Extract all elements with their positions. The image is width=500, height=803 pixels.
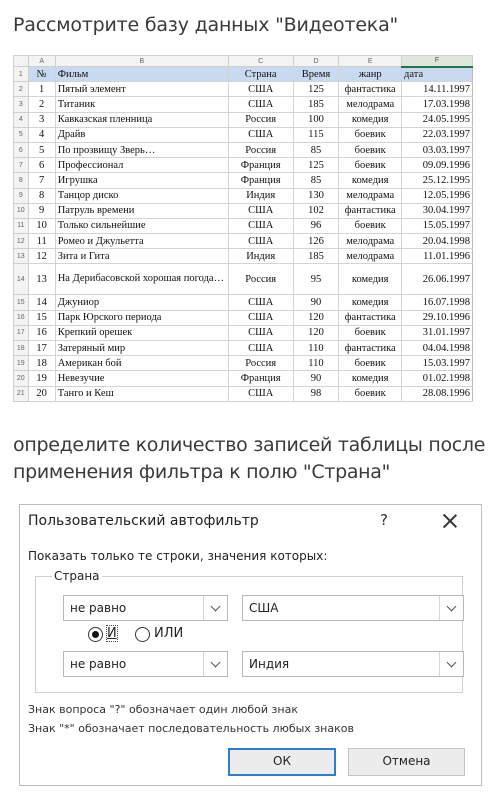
column-letter-row bbox=[14, 56, 473, 67]
table-row bbox=[14, 371, 473, 386]
table-cell[interactable]: 25.12.1995 bbox=[402, 173, 473, 188]
column-letter-header[interactable]: C bbox=[228, 56, 293, 67]
table-header-row bbox=[14, 67, 473, 82]
row-number[interactable]: 9 bbox=[14, 188, 29, 203]
table-cell[interactable]: 185 bbox=[293, 97, 339, 112]
table-cell[interactable]: Титаник bbox=[55, 97, 228, 112]
table-cell[interactable]: 96 bbox=[293, 218, 339, 233]
table-cell[interactable]: Профессионал bbox=[55, 158, 228, 173]
table-cell[interactable]: США bbox=[228, 325, 293, 340]
table-cell[interactable]: 15 bbox=[28, 310, 55, 325]
table-cell[interactable]: 12 bbox=[28, 249, 55, 264]
column-header-cell[interactable]: Фильм bbox=[55, 67, 228, 82]
chevron-down-icon bbox=[439, 596, 463, 620]
radio-unselected-icon bbox=[135, 627, 150, 642]
table-cell[interactable]: боевик bbox=[339, 158, 402, 173]
table-cell[interactable]: 5 bbox=[28, 142, 55, 157]
table-cell[interactable]: Франция bbox=[228, 173, 293, 188]
row-number[interactable]: 6 bbox=[14, 142, 29, 157]
table-cell[interactable]: Невезучие bbox=[55, 371, 228, 386]
table-cell[interactable]: США bbox=[228, 218, 293, 233]
table-cell[interactable]: Россия bbox=[228, 142, 293, 157]
value-1-select[interactable] bbox=[242, 595, 464, 621]
table-cell[interactable]: США bbox=[228, 386, 293, 401]
table-cell[interactable]: Патруль времени bbox=[55, 203, 228, 218]
table-cell[interactable]: мелодрама bbox=[339, 97, 402, 112]
table-cell[interactable]: 125 bbox=[293, 82, 339, 97]
table-cell[interactable]: 126 bbox=[293, 234, 339, 249]
radio-selected-icon bbox=[88, 627, 103, 642]
table-cell[interactable]: 20.04.1998 bbox=[402, 234, 473, 249]
column-letter-header[interactable]: B bbox=[55, 56, 228, 67]
table-cell[interactable]: комедия bbox=[339, 371, 402, 386]
row-number[interactable]: 3 bbox=[14, 97, 29, 112]
column-header-cell[interactable]: Время bbox=[293, 67, 339, 82]
table-cell[interactable]: 9 bbox=[28, 203, 55, 218]
table-cell[interactable]: 15.05.1997 bbox=[402, 218, 473, 233]
table-cell[interactable]: 90 bbox=[293, 371, 339, 386]
column-header-cell[interactable]: дата bbox=[402, 67, 473, 82]
table-row bbox=[14, 234, 473, 249]
chevron-down-icon bbox=[439, 652, 463, 676]
table-cell[interactable]: На Дерибасовской хорошая погода… bbox=[55, 264, 228, 295]
table-cell[interactable]: мелодрама bbox=[339, 234, 402, 249]
table-cell[interactable]: комедия bbox=[339, 112, 402, 127]
corner-cell[interactable] bbox=[14, 56, 29, 67]
table-cell[interactable]: комедия bbox=[339, 295, 402, 310]
dialog-prompt: Показать только те строки, значения которых: bbox=[28, 549, 328, 563]
row-number[interactable]: 1 bbox=[14, 67, 29, 82]
field-label: Страна bbox=[54, 569, 100, 583]
row-number[interactable]: 15 bbox=[14, 295, 29, 310]
row-number[interactable]: 18 bbox=[14, 341, 29, 356]
wildcard-note-question: Знак вопроса "?" обозначает один любой знак bbox=[28, 703, 298, 716]
table-cell[interactable]: США bbox=[228, 203, 293, 218]
table-cell[interactable]: 102 bbox=[293, 203, 339, 218]
table-cell[interactable]: 1 bbox=[28, 82, 55, 97]
row-number[interactable]: 4 bbox=[14, 112, 29, 127]
table-cell[interactable]: США bbox=[228, 341, 293, 356]
table-row bbox=[14, 356, 473, 371]
custom-autofilter-dialog bbox=[19, 504, 482, 786]
table-row bbox=[14, 82, 473, 97]
table-cell[interactable]: 13 bbox=[28, 264, 55, 295]
and-radio[interactable] bbox=[88, 626, 130, 644]
row-number[interactable]: 7 bbox=[14, 158, 29, 173]
table-cell[interactable]: 2 bbox=[28, 97, 55, 112]
table-cell[interactable]: 110 bbox=[293, 341, 339, 356]
row-number[interactable]: 20 bbox=[14, 371, 29, 386]
table-cell[interactable]: Джуниор bbox=[55, 295, 228, 310]
operator-1-select[interactable] bbox=[63, 595, 228, 621]
table-row bbox=[14, 188, 473, 203]
table-cell[interactable]: фантастика bbox=[339, 341, 402, 356]
table-cell[interactable]: Ромео и Джульетта bbox=[55, 234, 228, 249]
table-cell[interactable]: 09.09.1996 bbox=[402, 158, 473, 173]
row-number[interactable]: 17 bbox=[14, 325, 29, 340]
table-cell[interactable]: Россия bbox=[228, 112, 293, 127]
table-cell[interactable]: 125 bbox=[293, 158, 339, 173]
table-cell[interactable]: Драйв bbox=[55, 127, 228, 142]
table-cell[interactable]: 95 bbox=[293, 264, 339, 295]
or-radio-label: ИЛИ bbox=[154, 626, 184, 641]
table-cell[interactable]: 24.05.1995 bbox=[402, 112, 473, 127]
table-cell[interactable]: Россия bbox=[228, 356, 293, 371]
table-cell[interactable]: 30.04.1997 bbox=[402, 203, 473, 218]
table-row bbox=[14, 295, 473, 310]
table-cell[interactable]: мелодрама bbox=[339, 249, 402, 264]
operator-2-value: не равно bbox=[70, 657, 127, 671]
table-cell[interactable]: США bbox=[228, 97, 293, 112]
table-row bbox=[14, 341, 473, 356]
table-cell[interactable]: 185 bbox=[293, 249, 339, 264]
row-number[interactable]: 21 bbox=[14, 386, 29, 401]
table-cell[interactable]: По прозвищу Зверь… bbox=[55, 142, 228, 157]
table-cell[interactable]: Франция bbox=[228, 158, 293, 173]
dialog-title: Пользовательский автофильтр bbox=[28, 513, 259, 529]
row-number[interactable]: 2 bbox=[14, 82, 29, 97]
table-cell[interactable]: боевик bbox=[339, 356, 402, 371]
table-cell[interactable]: 7 bbox=[28, 173, 55, 188]
cancel-button[interactable]: Отмена bbox=[348, 748, 465, 776]
table-cell[interactable]: 6 bbox=[28, 158, 55, 173]
table-cell[interactable]: Танго и Кеш bbox=[55, 386, 228, 401]
table-cell[interactable]: 31.01.1997 bbox=[402, 325, 473, 340]
row-number[interactable]: 16 bbox=[14, 310, 29, 325]
table-row bbox=[14, 218, 473, 233]
table-cell[interactable]: 120 bbox=[293, 310, 339, 325]
table-cell[interactable]: Американ бой bbox=[55, 356, 228, 371]
table-cell[interactable]: 20 bbox=[28, 386, 55, 401]
table-cell[interactable]: Затеряный мир bbox=[55, 341, 228, 356]
table-row bbox=[14, 325, 473, 340]
table-cell[interactable]: 85 bbox=[293, 142, 339, 157]
table-cell[interactable]: 11 bbox=[28, 234, 55, 249]
table-cell[interactable]: 16 bbox=[28, 325, 55, 340]
table-cell[interactable]: боевик bbox=[339, 325, 402, 340]
table-cell[interactable]: 18 bbox=[28, 356, 55, 371]
row-number[interactable]: 14 bbox=[14, 264, 29, 295]
chevron-down-icon bbox=[203, 596, 227, 620]
table-cell[interactable]: Индия bbox=[228, 188, 293, 203]
wildcard-note-asterisk: Знак "*" обозначает последовательность любых знаков bbox=[28, 722, 354, 735]
question-text: определите количество записей таблицы после применения фильтра к полю "Страна" bbox=[13, 434, 486, 483]
table-cell[interactable]: 17.03.1998 bbox=[402, 97, 473, 112]
table-row bbox=[14, 203, 473, 218]
or-radio[interactable] bbox=[135, 626, 200, 644]
and-radio-label: И bbox=[107, 626, 117, 641]
table-cell[interactable]: 100 bbox=[293, 112, 339, 127]
table-cell[interactable]: 03.03.1997 bbox=[402, 142, 473, 157]
table-cell[interactable]: боевик bbox=[339, 127, 402, 142]
row-number[interactable]: 10 bbox=[14, 203, 29, 218]
table-cell[interactable]: 01.02.1998 bbox=[402, 371, 473, 386]
row-number[interactable]: 12 bbox=[14, 234, 29, 249]
column-letter-header[interactable]: A bbox=[28, 56, 55, 67]
table-cell[interactable]: 98 bbox=[293, 386, 339, 401]
row-number[interactable]: 11 bbox=[14, 218, 29, 233]
table-cell[interactable]: Франция bbox=[228, 371, 293, 386]
table-cell[interactable]: 28.08.1996 bbox=[402, 386, 473, 401]
row-number[interactable]: 8 bbox=[14, 173, 29, 188]
table-cell[interactable]: 15.03.1997 bbox=[402, 356, 473, 371]
column-letter-header[interactable]: D bbox=[293, 56, 339, 67]
table-cell[interactable]: США bbox=[228, 310, 293, 325]
ok-button[interactable]: ОК bbox=[228, 748, 336, 776]
table-cell[interactable]: США bbox=[228, 234, 293, 249]
table-cell[interactable]: 120 bbox=[293, 325, 339, 340]
table-cell[interactable]: боевик bbox=[339, 218, 402, 233]
table-cell[interactable]: боевик bbox=[339, 142, 402, 157]
table-cell[interactable]: фантастика bbox=[339, 310, 402, 325]
table-cell[interactable]: 115 bbox=[293, 127, 339, 142]
column-header-cell[interactable]: № bbox=[28, 67, 55, 82]
table-cell[interactable]: 110 bbox=[293, 356, 339, 371]
table-cell[interactable]: фантастика bbox=[339, 82, 402, 97]
table-cell[interactable]: Только сильнейшие bbox=[55, 218, 228, 233]
table-cell[interactable]: 85 bbox=[293, 173, 339, 188]
column-header-cell[interactable]: Страна bbox=[228, 67, 293, 82]
spreadsheet bbox=[13, 55, 473, 415]
table-cell[interactable]: Крепкий орешек bbox=[55, 325, 228, 340]
table-cell[interactable]: 11.01.1996 bbox=[402, 249, 473, 264]
table-cell[interactable]: Зита и Гита bbox=[55, 249, 228, 264]
table-cell[interactable]: 16.07.1998 bbox=[402, 295, 473, 310]
table-cell[interactable]: 130 bbox=[293, 188, 339, 203]
row-number[interactable]: 19 bbox=[14, 356, 29, 371]
table-cell[interactable]: Танцор диско bbox=[55, 188, 228, 203]
row-number[interactable]: 5 bbox=[14, 127, 29, 142]
table-cell[interactable]: 29.10.1996 bbox=[402, 310, 473, 325]
table-cell[interactable]: 26.06.1997 bbox=[402, 264, 473, 295]
table-cell[interactable]: Индия bbox=[228, 249, 293, 264]
table-row bbox=[14, 386, 473, 401]
table-row bbox=[14, 142, 473, 157]
column-letter-header[interactable]: E bbox=[339, 56, 402, 67]
table-row bbox=[14, 112, 473, 127]
value-2-value: Индия bbox=[249, 657, 290, 671]
table-cell[interactable]: мелодрама bbox=[339, 188, 402, 203]
table-cell[interactable]: США bbox=[228, 127, 293, 142]
table-cell[interactable]: комедия bbox=[339, 173, 402, 188]
help-button[interactable]: ? bbox=[380, 511, 388, 529]
table-cell[interactable]: 12.05.1996 bbox=[402, 188, 473, 203]
table-cell[interactable]: 22.03.1997 bbox=[402, 127, 473, 142]
table-cell[interactable]: 19 bbox=[28, 371, 55, 386]
table-cell[interactable]: фантастика bbox=[339, 203, 402, 218]
table-row bbox=[14, 127, 473, 142]
spreadsheet-table bbox=[13, 55, 473, 402]
table-row bbox=[14, 97, 473, 112]
chevron-down-icon bbox=[203, 652, 227, 676]
table-row bbox=[14, 249, 473, 264]
column-header-cell[interactable]: жанр bbox=[339, 67, 402, 82]
table-cell[interactable]: Кавказская пленница bbox=[55, 112, 228, 127]
page-heading: Рассмотрите базу данных "Видеотека" bbox=[13, 14, 399, 36]
table-cell[interactable]: 4 bbox=[28, 127, 55, 142]
table-row bbox=[14, 264, 473, 295]
table-cell[interactable]: США bbox=[228, 82, 293, 97]
column-letter-header[interactable]: F bbox=[402, 56, 473, 67]
value-2-select[interactable] bbox=[242, 651, 464, 677]
table-cell[interactable]: 14.11.1997 bbox=[402, 82, 473, 97]
table-cell[interactable]: 14 bbox=[28, 295, 55, 310]
table-cell[interactable]: 90 bbox=[293, 295, 339, 310]
table-cell[interactable]: боевик bbox=[339, 386, 402, 401]
table-row bbox=[14, 310, 473, 325]
table-cell[interactable]: 3 bbox=[28, 112, 55, 127]
table-cell[interactable]: 10 bbox=[28, 218, 55, 233]
operator-1-value: не равно bbox=[70, 601, 127, 615]
table-cell[interactable]: 04.04.1998 bbox=[402, 341, 473, 356]
table-cell[interactable]: Парк Юрского периода bbox=[55, 310, 228, 325]
table-cell[interactable]: 17 bbox=[28, 341, 55, 356]
close-icon[interactable] bbox=[440, 511, 460, 531]
table-cell[interactable]: 8 bbox=[28, 188, 55, 203]
table-cell[interactable]: Россия bbox=[228, 264, 293, 295]
table-cell[interactable]: США bbox=[228, 295, 293, 310]
value-1-value: США bbox=[249, 601, 279, 615]
table-cell[interactable]: Пятый элемент bbox=[55, 82, 228, 97]
operator-2-select[interactable] bbox=[63, 651, 228, 677]
table-cell[interactable]: комедия bbox=[339, 264, 402, 295]
row-number[interactable]: 13 bbox=[14, 249, 29, 264]
table-row bbox=[14, 158, 473, 173]
table-cell[interactable]: Игрушка bbox=[55, 173, 228, 188]
table-row bbox=[14, 173, 473, 188]
